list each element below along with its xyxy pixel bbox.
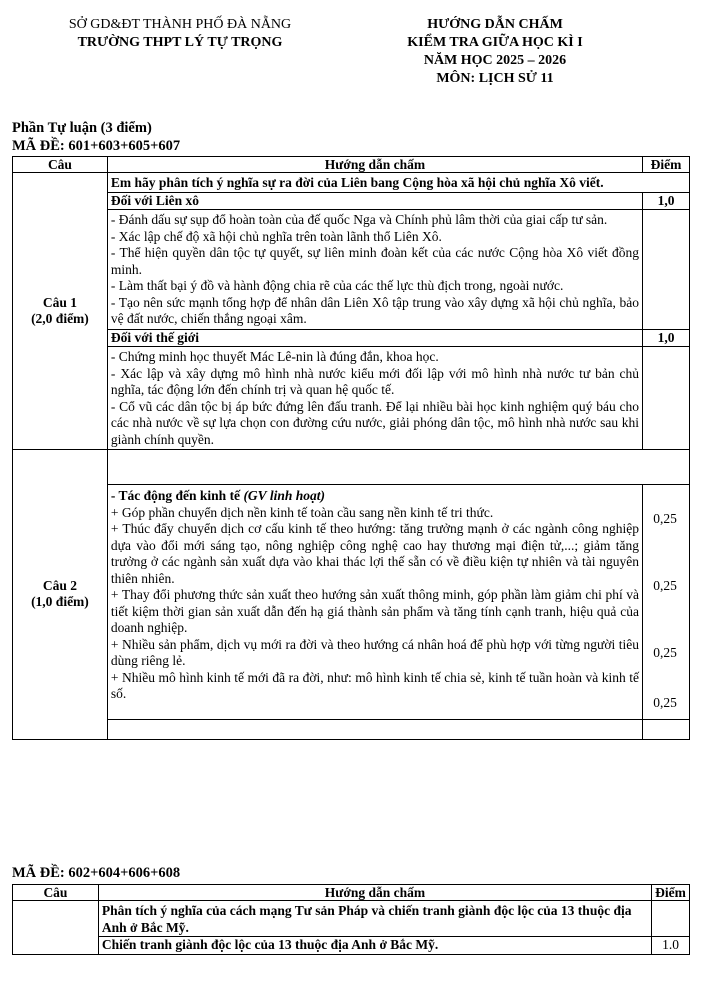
col-guide: Hướng dẫn chấm <box>98 885 651 901</box>
q3-sub1-title: Chiến tranh giành độc lộc của 13 thuộc địa Anh ở Bắc Mỹ. <box>98 937 651 955</box>
subject: MÔN: LỊCH SỬ 11 <box>436 71 554 86</box>
q1-points: (2,0 điểm) <box>31 311 89 326</box>
q2-heading: - Tác động đến kinh tế (GV linh hoạt) <box>110 488 325 503</box>
list-item: + Nhiều sản phẩm, dịch vụ mới ra đời và theo hướng cá nhân hoá để phù hợp với từng người tiêu dùng riêng lẻ. <box>110 636 640 668</box>
list-item: + Thúc đẩy chuyển dịch cơ cấu kinh tế theo hướng: tăng trưởng mạnh ở các ngành công nghiệp dựa vào đổi mới sáng tạo, nông nghiệp công nghệ cao hay thương mại điện tử,...; giảm tăng trưởng ở các ngành sản xuất dựa vào khai thác lợi thế sẵn có về điều kiện tự nhiên và tài nguyên thiên nhiên. <box>110 521 640 586</box>
q2-items <box>107 485 642 720</box>
exam-code-1: MÃ ĐỀ: 601+603+605+607 <box>12 138 181 154</box>
header-left <box>30 16 330 52</box>
list-item: - Xác lập chế độ xã hội chủ nghĩa trên toàn lãnh thổ Liên Xô. <box>110 228 442 244</box>
list-item: - Đánh dấu sự sụp đổ hoàn toàn của đế quốc Nga và Chính phủ lâm thời của giai cấp tư sản. <box>110 212 608 227</box>
q1-sub1-score: 1,0 <box>643 192 690 210</box>
doc-title: HƯỚNG DẪN CHẤM <box>427 17 563 32</box>
q2-score: 0,25 <box>653 645 677 660</box>
q1-sub1-title: Đối với Liên xô <box>107 192 642 210</box>
list-item: + Góp phần chuyển dịch nền kinh tế toàn cầu sang nền kinh tế tri thức. <box>110 504 494 520</box>
col-cau: Câu <box>13 157 108 173</box>
q2-heading-note: (GV linh hoạt) <box>243 488 325 503</box>
grading-table-2 <box>12 884 690 955</box>
q2-score: 0,25 <box>653 511 677 526</box>
q1-items1 <box>107 210 642 330</box>
q2-label: Câu 2 <box>42 577 78 593</box>
list-item: - Làm thất bại ý đồ và hành động chia rẽ của các thế lực thù địch trong, ngoài nước. <box>110 278 564 293</box>
list-item: - Xác lập và xây dựng mô hình nhà nước kiểu mới đối lập với mô hình nhà nước tư bản chủ nghĩa, tác động lớn đến chính trị và quan hệ quốc tế. <box>110 365 640 397</box>
q2-score: 0,25 <box>653 695 677 710</box>
header-right <box>370 16 620 88</box>
q1-prompt: Em hãy phân tích ý nghĩa sự ra đời của Liên bang Cộng hòa xã hội chủ nghĩa Xô viết. <box>107 173 689 193</box>
q1-label-cell <box>13 173 108 450</box>
table-header-row <box>13 157 690 173</box>
col-diem: Điểm <box>652 885 690 901</box>
table-header-row <box>13 885 690 901</box>
list-item: - Cổ vũ các dân tộc bị áp bức đứng lên đấu tranh. Để lại nhiều bài học kinh nghiệm quý báu cho các nhà nước về sự lựa chọn con đường cứu nước, giải phóng dân tộc, mô hình nhà nước sau khi giành chính quyền. <box>110 398 640 447</box>
q2-score: 0,25 <box>653 578 677 593</box>
list-item: - Thể hiện quyền dân tộc tự quyết, sự liên minh đoàn kết của các nước Cộng hòa Xô viết đồng minh. <box>110 245 640 277</box>
school-year: NĂM HỌC 2025 – 2026 <box>423 53 567 68</box>
exam-name: KIỂM TRA GIỮA HỌC KÌ I <box>407 35 583 50</box>
q1-sub2-score: 1,0 <box>643 329 690 347</box>
col-cau: Câu <box>13 885 99 901</box>
list-item: + Thay đổi phương thức sản xuất theo hướng sản xuất thông minh, góp phần làm giảm chi phí và tiết kiệm thời gian sản xuất dẫn đến hạ giá thành sản phẩm và tăng tính cạnh tranh, hiệu quả của doanh nghiệp. <box>110 587 640 635</box>
list-item: - Tạo nên sức mạnh tổng hợp để nhân dân Liên Xô tập trung vào xây dựng xã hội chủ nghĩa, bảo vệ đất nước, chiến thắng ngoại xâm. <box>110 294 640 326</box>
q3-sub1-score: 1.0 <box>652 937 690 955</box>
grading-table-1 <box>12 156 690 740</box>
q2-scores <box>643 485 690 720</box>
q1-label: Câu 1 <box>42 294 78 310</box>
q1-items2 <box>107 347 642 450</box>
q2-label-cell <box>13 450 108 740</box>
school-name: TRƯỜNG THPT LÝ TỰ TRỌNG <box>77 35 283 50</box>
col-diem: Điểm <box>643 157 690 173</box>
q3-prompt: Phân tích ý nghĩa của cách mạng Tư sản Pháp và chiến tranh giành độc lộc của 13 thuộc địa Anh ở Bắc Mỹ. <box>98 901 651 937</box>
list-item: + Nhiều mô hình kinh tế mới đã ra đời, như: mô hình kinh tế chia sẻ, kinh tế tuần hoàn và kinh tế số. <box>110 669 640 701</box>
dept-name: SỞ GD&ĐT THÀNH PHỐ ĐÀ NẴNG <box>68 17 292 32</box>
list-item: - Chứng minh học thuyết Mác Lê-nin là đúng đắn, khoa học. <box>110 349 439 364</box>
section-title: Phần Tự luận (3 điểm) <box>12 120 152 136</box>
q2-points: (1,0 điểm) <box>31 594 89 610</box>
q1-sub2-title: Đối với thế giới <box>107 329 642 347</box>
col-guide: Hướng dẫn chấm <box>107 157 642 173</box>
exam-code-2: MÃ ĐỀ: 602+604+606+608 <box>12 865 181 881</box>
